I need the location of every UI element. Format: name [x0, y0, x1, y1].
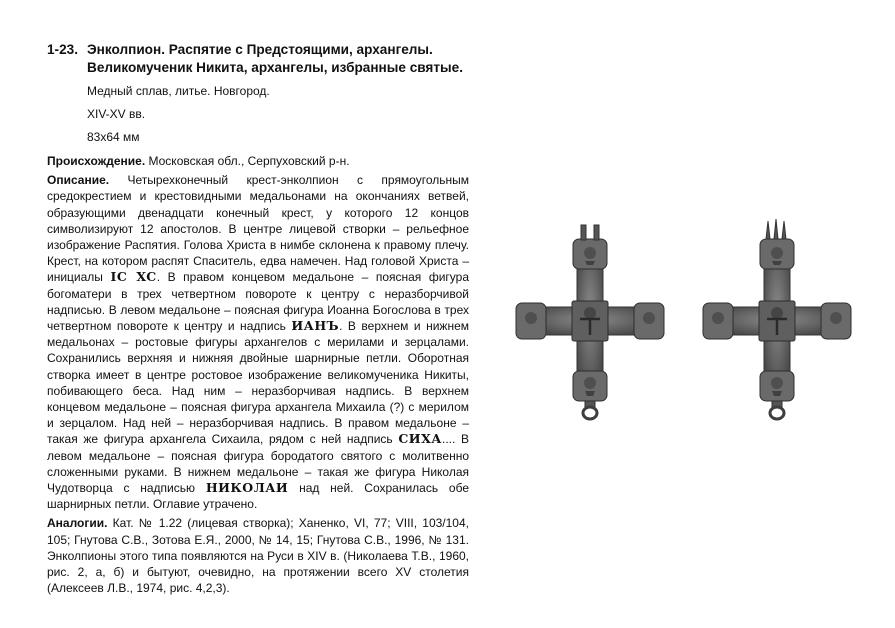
analogies-paragraph — [47, 515, 469, 596]
description-part-5: над ней. Сохранилась обе шарнирных петли. Оглавие утрачено. — [47, 481, 469, 512]
analogies-text: Кат. № 1.22 (лицевая створка); Ханенко, VI, 77; VIII, 103/104, 105; Гнутова С.В., Зотова Е.Я., 2000, № 14, 15; Гнутова С.В., 1996, № 131. Энколпионы этого типа появляются на Руси в XIV в. (Николаева Т.В., 1960, рис. 2, а, б) и бытуют, очевидно, на протяжении всего XV столетия (Алексеев Л.В., 1974, рис. 4,2,3). — [47, 516, 469, 596]
inscription-ian: ИАНЪ — [291, 318, 340, 334]
description-part-2: . В правом концевом медальоне – поясная фигура богоматери в трех четвертном повороте к центру с неразборчивой надписью. В левом медальоне – поясная фигура Иоанна Богослова в трех четвертном повороте к центру и надпись — [47, 270, 469, 334]
description-part-1: Четырехконечный крест-энколпион с прямоугольным средокрестием и крестовидными медальонами на окончаниях ветвей, образующими двенадцати конечный крест, у которого 12 концов символизируют 12 апостолов. В центре лицевой створки – рельефное изображение Распятия. Голова Христа в нимбе склонена к правому плечу. Крест, на котором распят Спаситель, едва намечен. Над головой Христа – инициалы — [47, 173, 470, 285]
entry-heading — [47, 41, 469, 76]
entry-meta — [87, 84, 469, 144]
origin-label: Происхождение. — [47, 154, 146, 168]
encolpion-back-image — [703, 219, 851, 419]
inscription-ic-xc: IC XC — [110, 269, 157, 285]
description-label: Описание. — [47, 173, 110, 188]
inscription-nikolai: НИКОЛАИ — [205, 480, 289, 496]
description-part-4: .... В левом медальоне – поясная фигура бородатого святого с молитвенно сложенными руками. В нижнем медальоне – такая же фигура Николая Чудотворца с надписью — [47, 432, 469, 496]
inscription-siha: СИХА — [398, 431, 442, 447]
photos-svg — [505, 205, 885, 435]
origin-paragraph — [47, 153, 469, 169]
entry-material: Медный сплав, литье. Новгород. — [87, 84, 270, 98]
catalog-entry — [47, 41, 469, 599]
description-paragraph — [47, 172, 469, 512]
analogies-label: Аналогии. — [47, 516, 108, 531]
entry-date: XIV-XV вв. — [87, 107, 146, 121]
origin-text: Московская обл., Серпуховский р-н. — [148, 154, 350, 168]
description-part-3: . В верхнем и нижнем медальонах – ростовые фигуры архангелов с мерилами и зерцалами. Сохранились верхняя и нижняя двойные шарнирные петли. Оборотная створка имеет в центре ростовое изображение великомученика Никиты, побивающего беса. Над ним – неразборчивая надпись. В верхнем концевом медальоне – поясная фигура архангела Михаила (?) с мерилом и зерцалом. Над ней – неразборчивая надпись. В правом медальоне – такая же фигура архангела Сихаила, рядом с ней надпись — [47, 319, 469, 447]
entry-size: 83х64 мм — [87, 130, 140, 144]
entry-title: Энколпион. Распятие с Предстоящими, архангелы. Великомученик Никита, архангелы, избранные святые. — [87, 42, 463, 75]
encolpion-photos — [505, 205, 885, 435]
encolpion-front-image — [516, 225, 664, 419]
entry-number: 1-23. — [47, 42, 78, 57]
